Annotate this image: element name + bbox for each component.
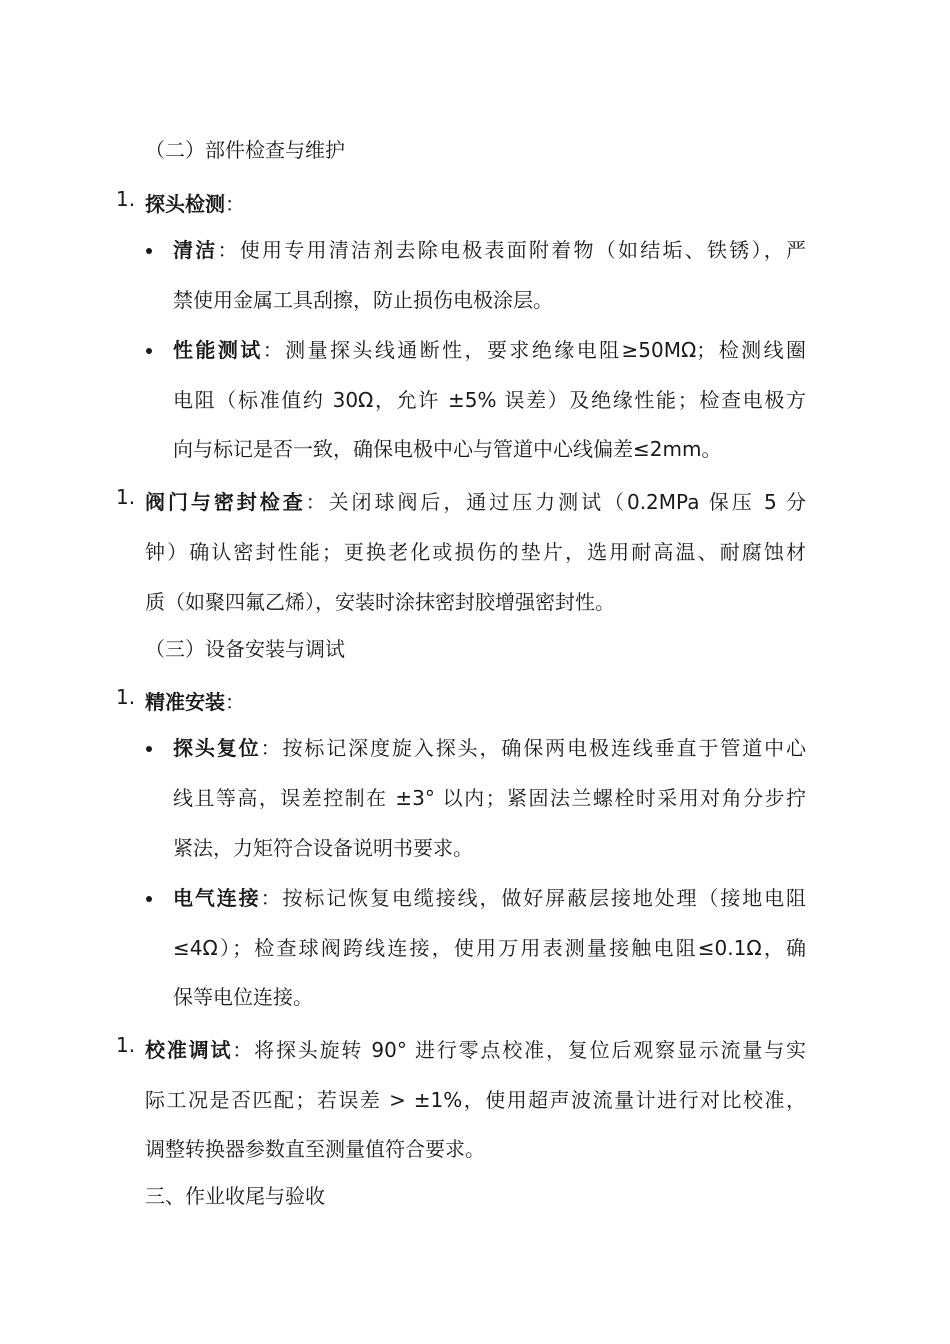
section-heading-install-debug: （三）设备安装与调试	[145, 637, 345, 661]
bullet-text: ：测量探头线通断性，要求绝缘电阻≥50MΩ；检测线圈	[262, 338, 807, 362]
bullet-cleaning-line-1	[173, 237, 806, 263]
item-text: ：将探头旋转 90° 进行零点校准，复位后观察显示流量与实	[232, 1038, 807, 1062]
bullet-probe-reset-line-1	[173, 735, 806, 761]
bullet-performance-line-2: 电阻（标准值约 30Ω，允许 ±5% 误差）及绝缘性能；检查电极方	[173, 388, 806, 412]
list-item-probe-inspection	[145, 191, 245, 217]
bullet-text: ：使用专用清洁剂去除电极表面附着物（如结垢、铁锈），严	[217, 238, 806, 262]
list-number: 1.	[116, 685, 136, 709]
section-heading-parts-inspection: （二）部件检查与维护	[145, 138, 345, 162]
bullet-dot	[146, 746, 152, 752]
item-label: 校准调试	[145, 1038, 233, 1062]
item-label: 探头检测	[145, 192, 225, 216]
list-number: 1.	[116, 1033, 136, 1057]
bullet-probe-reset-line-2: 线且等高，误差控制在 ±3° 以内；紧固法兰螺栓时采用对角分步拧	[173, 786, 806, 810]
bullet-dot	[146, 896, 152, 902]
list-number: 1.	[116, 485, 136, 509]
section-heading-wrap-up: 三、作业收尾与验收	[145, 1184, 325, 1208]
item-colon: ：	[225, 192, 245, 216]
bullet-performance-line-1	[173, 337, 806, 363]
bullet-electrical-line-1	[173, 885, 806, 911]
item-colon: ：	[225, 690, 245, 714]
bullet-electrical-line-2: ≤4Ω）；检查球阀跨线连接，使用万用表测量接触电阻≤0.1Ω，确	[173, 936, 806, 960]
bullet-label: 性能测试	[173, 338, 263, 362]
list-number: 1.	[116, 187, 136, 211]
item-label: 精准安装	[145, 690, 225, 714]
bullet-cleaning-line-2: 禁使用金属工具刮擦，防止损伤电极涂层。	[173, 288, 553, 312]
list-item-precise-install	[145, 689, 245, 715]
item-label: 阀门与密封检查	[145, 490, 306, 514]
bullet-text: ：按标记深度旋入探头，确保两电极连线垂直于管道中心	[260, 736, 807, 760]
bullet-label: 电气连接	[173, 886, 261, 910]
list-item-valve-seal-line-3: 质（如聚四氟乙烯），安装时涂抹密封胶增强密封性。	[145, 590, 615, 614]
item-text: ：关闭球阀后，通过压力测试（0.2MPa 保压 5 分	[305, 490, 806, 514]
bullet-probe-reset-line-3: 紧法，力矩符合设备说明书要求。	[173, 836, 473, 860]
bullet-dot	[146, 248, 152, 254]
list-item-calibration-line-2: 际工况是否匹配；若误差 > ±1%，使用超声波流量计进行对比校准，	[145, 1088, 806, 1112]
list-item-calibration-line-3: 调整转换器参数直至测量值符合要求。	[145, 1137, 485, 1161]
bullet-electrical-line-3: 保等电位连接。	[173, 985, 313, 1009]
bullet-performance-line-3: 向与标记是否一致，确保电极中心与管道中心线偏差≤2mm。	[173, 437, 722, 461]
bullet-label: 探头复位	[173, 736, 261, 760]
bullet-text: ：按标记恢复电缆接线，做好屏蔽层接地处理（接地电阻	[260, 886, 807, 910]
list-item-valve-seal-line-2: 钟）确认密封性能；更换老化或损伤的垫片，选用耐高温、耐腐蚀材	[145, 540, 806, 564]
bullet-dot	[146, 348, 152, 354]
list-item-calibration-line-1	[145, 1037, 806, 1063]
bullet-label: 清洁	[173, 238, 218, 262]
list-item-valve-seal-line-1	[145, 489, 806, 515]
